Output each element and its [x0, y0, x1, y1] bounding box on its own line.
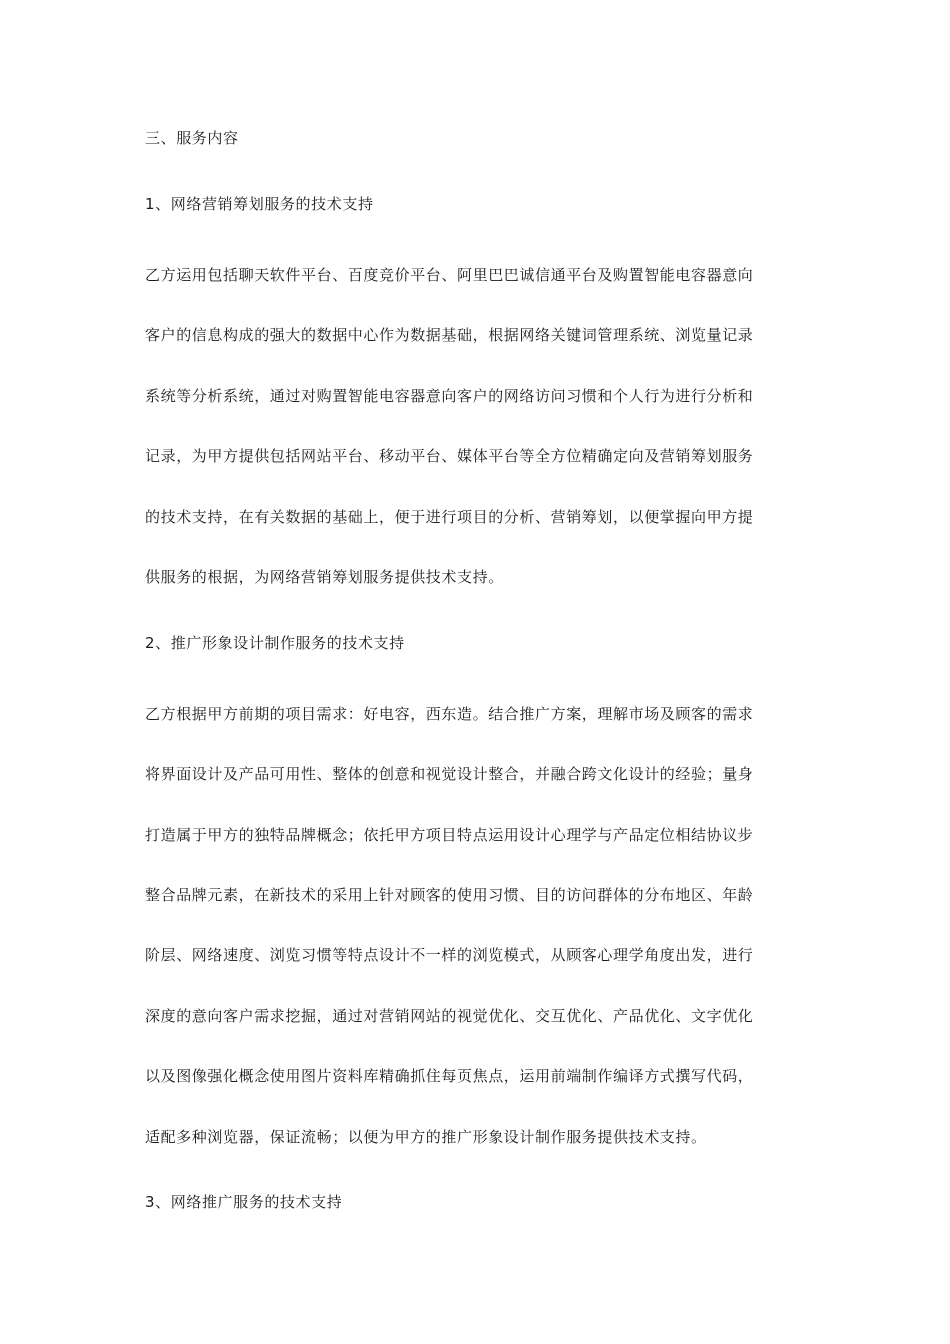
section2-line: 整合品牌元素，在新技术的采用上针对顾客的使用习惯、目的访问群体的分布地区、年龄 — [145, 886, 754, 904]
section1-line: 客户的信息构成的强大的数据中心作为数据基础，根据网络关键词管理系统、浏览量记录 — [145, 326, 754, 344]
section2-line: 打造属于甲方的独特品牌概念；依托甲方项目特点运用设计心理学与产品定位相结协议步 — [145, 826, 754, 844]
section3-heading: 3、网络推广服务的技术支持 — [145, 1193, 343, 1211]
section1-line: 系统等分析系统，通过对购置智能电容器意向客户的网络访问习惯和个人行为进行分析和 — [145, 387, 754, 405]
section2-line: 乙方根据甲方前期的项目需求：好电容，西东造。结合推广方案，理解市场及顾客的需求 — [145, 705, 754, 723]
section2-line: 以及图像强化概念使用图片资料库精确抓住每页焦点，运用前端制作编译方式撰写代码， — [145, 1067, 754, 1085]
section2-line: 适配多种浏览器，保证流畅；以便为甲方的推广形象设计制作服务提供技术支持。 — [145, 1128, 707, 1146]
section1-line: 的技术支持，在有关数据的基础上，便于进行项目的分析、营销筹划，以便掌握向甲方提 — [145, 508, 754, 526]
section2-line: 将界面设计及产品可用性、整体的创意和视觉设计整合，并融合跨文化设计的经验；量身 — [145, 765, 754, 783]
section1-heading: 1、网络营销筹划服务的技术支持 — [145, 195, 374, 213]
section2-heading: 2、推广形象设计制作服务的技术支持 — [145, 634, 405, 652]
section1-line: 乙方运用包括聊天软件平台、百度竞价平台、阿里巴巴诚信通平台及购置智能电容器意向 — [145, 266, 754, 284]
section2-line: 阶层、网络速度、浏览习惯等特点设计不一样的浏览模式，从顾客心理学角度出发，进行 — [145, 946, 754, 964]
section1-line: 记录，为甲方提供包括网站平台、移动平台、媒体平台等全方位精确定向及营销筹划服务 — [145, 447, 754, 465]
section1-line: 供服务的根据，为网络营销筹划服务提供技术支持。 — [145, 568, 504, 586]
section2-line: 深度的意向客户需求挖掘，通过对营销网站的视觉优化、交互优化、产品优化、文字优化 — [145, 1007, 754, 1025]
section-title: 三、服务内容 — [145, 129, 239, 147]
